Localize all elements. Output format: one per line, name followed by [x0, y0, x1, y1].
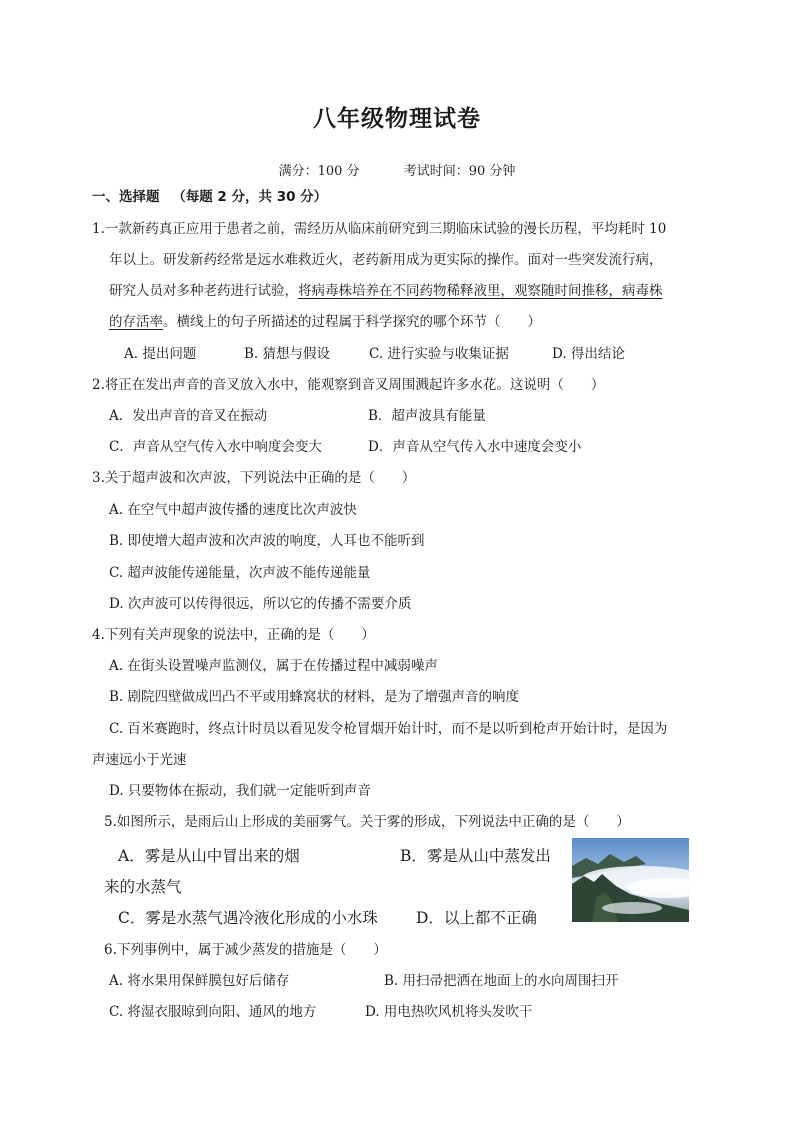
q3-option-d: D. 次声波可以传得很远，所以它的传播不需要介质: [109, 596, 412, 612]
q1-option-d: D. 得出结论: [552, 346, 625, 362]
q4-option-c-line-2: 声速远小于光速: [92, 752, 187, 768]
q1-option-c: C. 进行实验与收集证据: [369, 346, 509, 362]
exam-meta: [0, 160, 794, 179]
q2-option-d: D．声音从空气传入水中速度会变小: [368, 439, 582, 455]
q2-option-c: C．声音从空气传入水中响度会变大: [109, 439, 322, 455]
q5-option-b-line-2: 来的水蒸气: [104, 878, 182, 896]
q4-option-b: B. 剧院四壁做成凹凸不平或用蜂窝状的材料，是为了增强声音的响度: [109, 689, 520, 705]
q2-stem: 2.将正在发出声音的音叉放入水中，能观察到音叉周围溅起许多水花。这说明（ ）: [92, 377, 605, 393]
q5-option-d: D．以上都不正确: [416, 909, 537, 927]
q6-option-c: C. 将湿衣服晾到向阳、通风的地方: [109, 1004, 317, 1020]
q2-option-a: A．发出声音的音叉在振动: [109, 408, 268, 424]
q5-option-c: C．雾是水蒸气遇冷液化形成的小水珠: [118, 909, 378, 927]
q1-option-a: A. 提出问题: [124, 346, 197, 362]
q3-option-a: A. 在空气中超声波传播的速度比次声波快: [109, 502, 357, 518]
q3-option-c: C. 超声波能传递能量，次声波不能传递能量: [109, 565, 371, 581]
fog-mountain-illustration: [572, 838, 689, 922]
q4-stem: 4.下列有关声现象的说法中，正确的是（ ）: [92, 627, 375, 643]
fog-mountain-photo: [572, 838, 689, 922]
q1-underlined-b: 的存活率: [109, 314, 163, 330]
section-rule: （每题 2 分，共 30 分）: [172, 189, 328, 205]
q6-option-b: B. 用扫帚把洒在地面上的水向周围扫开: [384, 973, 619, 989]
q1-line-2: 年以上。研发新药经常是远水难救近火，老药新用成为更实际的操作。面对一些突发流行病，: [109, 252, 663, 268]
q1-line-3a: 研究人员对多种老药进行试验，: [109, 283, 298, 299]
q6-option-d: D. 用电热吹风机将头发吹干: [365, 1004, 533, 1020]
q1-line-3: [109, 281, 663, 301]
q1-line-4b: 。横线上的句子所描述的过程属于科学探究的哪个环节（ ）: [163, 314, 541, 330]
q1-underlined-a: 将病毒株培养在不同药物稀释液里，观察随时间推移，病毒株: [298, 283, 663, 299]
q6-option-a: A. 将水果用保鲜膜包好后储存: [109, 973, 290, 989]
section-heading: [92, 187, 327, 207]
q4-option-a: A. 在街头设置噪声监测仪，属于在传播过程中减弱噪声: [109, 658, 438, 674]
full-score: 满分：100 分: [278, 164, 360, 179]
q3-option-b: B. 即使增大超声波和次声波的响度，人耳也不能听到: [109, 533, 425, 549]
q3-stem: 3.关于超声波和次声波，下列说法中正确的是（ ）: [92, 470, 416, 486]
q4-option-c-line-1: C. 百米赛跑时，终点计时员以看见发令枪冒烟开始计时，而不是以听到枪声开始计时，是因为: [109, 721, 668, 737]
q2-option-b: B．超声波具有能量: [368, 408, 486, 424]
q4-option-d: D. 只要物体在振动，我们就一定能听到声音: [109, 783, 371, 799]
q5-option-b-line-1: B．雾是从山中蒸发出: [400, 847, 551, 865]
q6-stem: 6.下列事例中，属于减少蒸发的措施是（ ）: [104, 942, 387, 958]
q1-option-b: B. 猜想与假设: [244, 346, 331, 362]
fog-bank-3: [602, 902, 662, 914]
q5-option-a: A．雾是从山中冒出来的烟: [118, 847, 300, 865]
q1-line-4: [109, 312, 541, 332]
page-title: 八年级物理试卷: [313, 106, 481, 132]
q1-line-1: 1.一款新药真正应用于患者之前，需经历从临床前研究到三期临床试验的漫长历程，平均耗时 10: [92, 221, 667, 237]
exam-time: 考试时间：90 分钟: [403, 164, 516, 179]
section-title: 一、选择题: [92, 189, 160, 205]
q5-stem: 5.如图所示，是雨后山上形成的美丽雾气。关于雾的形成，下列说法中正确的是（ ）: [104, 814, 630, 830]
